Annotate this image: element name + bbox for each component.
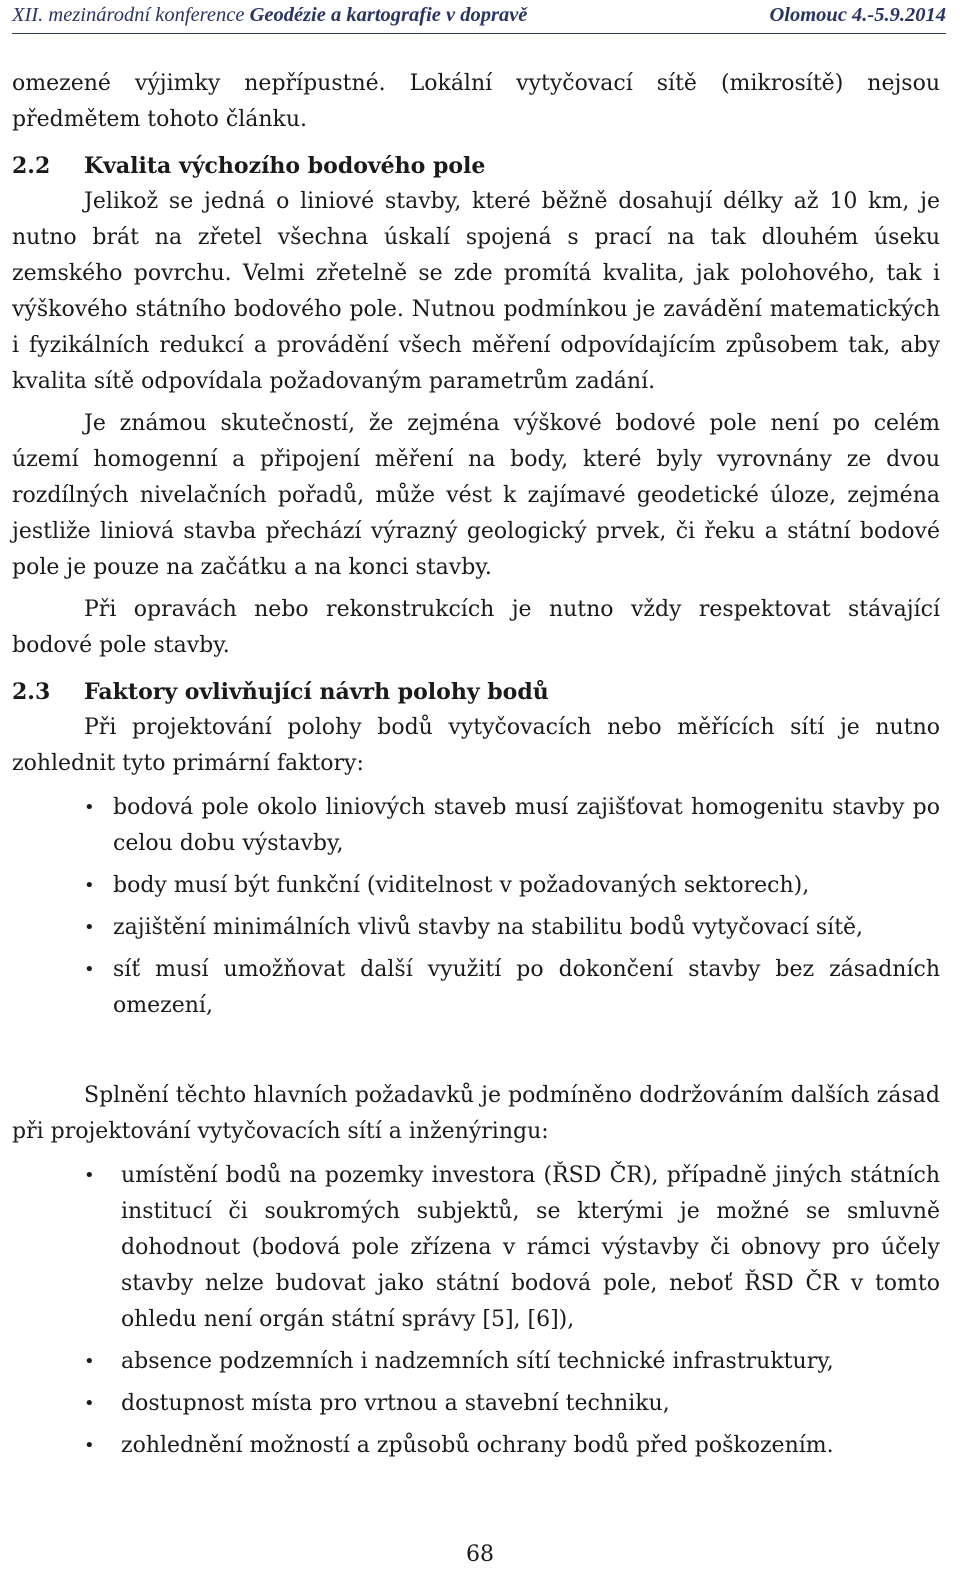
section-number: 2.3: [12, 679, 51, 705]
list-item: • zajištění minimálních vlivů stavby na stabilitu bodů vytyčovací sítě,: [12, 910, 940, 946]
bullet-icon: •: [84, 917, 95, 938]
intro-paragraph: omezené výjimky nepřípustné. Lokální vytyčovací sítě (mikrosítě) nejsou předmětem tohoto článku.: [12, 71, 940, 132]
paragraph: Jelikož se jedná o liniové stavby, které běžně dosahují délky až 10 km, je nutno brát na zřetel všechna úskalí spojená s prací na tak dlouhém úseku zemského povrchu. Velmi zřetelně se zde promítá kvalita, jak polohového, tak i výškového státního bodového pole. Nutnou podmínkou je zavádění matematických i fyzikálních redukcí a provádění všech měření odpovídajícím způsobem tak, aby kvalita sítě odpovídala požadovaným parametrům zadání.: [12, 189, 940, 394]
requirements-list: [12, 1158, 940, 1464]
section-heading-2-3: [12, 674, 940, 710]
paragraph: Při opravách nebo rekonstrukcích je nutno vždy respektovat stávající bodové pole stavby.: [12, 597, 940, 658]
section-number: 2.2: [12, 153, 51, 179]
bullet-icon: •: [84, 1435, 95, 1456]
paragraph: Při projektování polohy bodů vytyčovacích nebo měřících sítí je nutno zohlednit tyto primární faktory:: [12, 715, 940, 776]
bullet-icon: •: [84, 797, 95, 818]
factors-list: [12, 790, 940, 1024]
paragraph: Splnění těchto hlavních požadavků je podmíněno dodržováním dalších zásad při projektování vytyčovacích sítí a inženýringu:: [12, 1083, 940, 1144]
paragraph: Je známou skutečností, že zejména výškové bodové pole není po celém území homogenní a připojení měření na body, které byly vyrovnány ze dvou rozdílných nivelačních pořadů, může vést k zajímavé geodetické úloze, zejména jestliže liniová stavba přechází výrazný geologický prvek, či řeku a státní bodové pole je pouze na začátku a na konci stavby.: [12, 411, 940, 580]
running-header: [12, 0, 946, 34]
document-body: [12, 66, 940, 1470]
section-title: Kvalita výchozího bodového pole: [84, 153, 486, 179]
list-item: • umístění bodů na pozemky investora (ŘSD ČR), případně jiných státních institucí či soukromých subjektů, se kterými je možné se smluvně dohodnout (bodová pole zřízena v rámci výstavby či obnovy pro účely stavby nelze budovat jako státní bodová pole, neboť ŘSD ČR v tomto ohledu není orgán státní správy [5], [6]),: [12, 1158, 940, 1338]
list-item: • síť musí umožňovat další využití po dokončení stavby bez zásadních omezení,: [12, 952, 940, 1024]
list-item: • dostupnost místa pro vrtnou a stavební techniku,: [12, 1386, 940, 1422]
list-item: • zohlednění možností a způsobů ochrany bodů před poškozením.: [12, 1428, 940, 1464]
section-title: Faktory ovlivňující návrh polohy bodů: [84, 679, 549, 705]
section-heading-2-2: [12, 148, 940, 184]
bullet-icon: •: [84, 959, 95, 980]
list-item: • body musí být funkční (viditelnost v požadovaných sektorech),: [12, 868, 940, 904]
bullet-icon: •: [84, 1351, 95, 1372]
list-item: • absence podzemních i nadzemních sítí technické infrastruktury,: [12, 1344, 940, 1380]
bullet-icon: •: [84, 1165, 95, 1186]
header-conference-name: Geodézie a kartografie v dopravě: [249, 4, 528, 26]
list-item: • bodová pole okolo liniových staveb musí zajišťovat homogenitu stavby po celou dobu výstavby,: [12, 790, 940, 862]
bullet-icon: •: [84, 875, 95, 896]
page-number: 68: [466, 1542, 494, 1567]
header-conference: XII. mezinárodní konference Geodézie a kartografie v dopravě: [12, 4, 528, 26]
bullet-icon: •: [84, 1393, 95, 1414]
header-location-date: Olomouc 4.-5.9.2014: [769, 4, 946, 26]
